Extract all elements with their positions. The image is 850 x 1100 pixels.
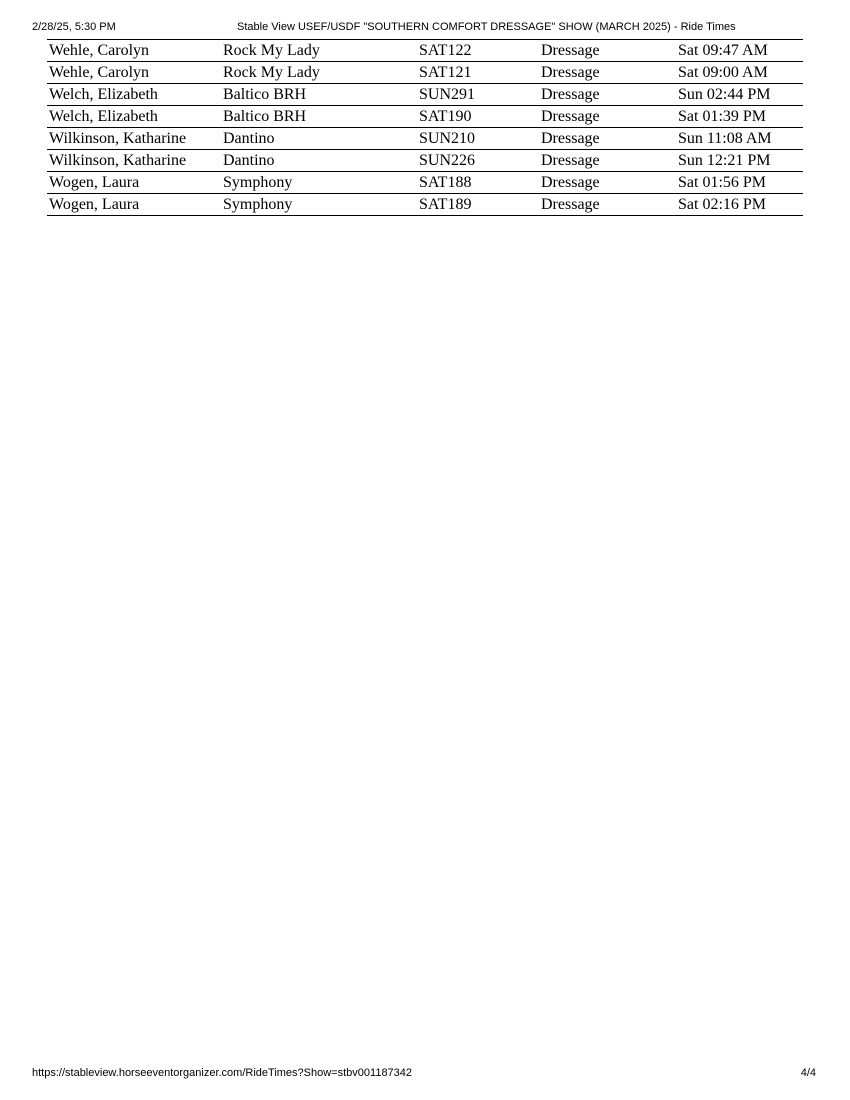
ride-time-cell: Sat 01:39 PM	[676, 106, 803, 128]
ride-id-cell: SAT188	[417, 172, 539, 194]
discipline-cell: Dressage	[539, 128, 676, 150]
rider-cell: Wehle, Carolyn	[47, 62, 221, 84]
ride-id-cell: SUN226	[417, 150, 539, 172]
print-date: 2/28/25, 5:30 PM	[32, 21, 116, 33]
horse-cell: Rock My Lady	[221, 62, 417, 84]
page-url: https://stableview.horseeventorganizer.com/RideTimes?Show=stbv001187342	[32, 1067, 413, 1079]
ride-times-table	[47, 39, 803, 216]
rider-cell: Wilkinson, Katharine	[47, 128, 221, 150]
table-row	[47, 62, 803, 84]
print-header	[0, 0, 850, 36]
ride-time-cell: Sat 01:56 PM	[676, 172, 803, 194]
rider-cell: Wogen, Laura	[47, 194, 221, 216]
discipline-cell: Dressage	[539, 106, 676, 128]
ride-time-cell: Sat 02:16 PM	[676, 194, 803, 216]
horse-cell: Dantino	[221, 128, 417, 150]
table-row	[47, 128, 803, 150]
ride-time-cell: Sun 11:08 AM	[676, 128, 803, 150]
discipline-cell: Dressage	[539, 172, 676, 194]
ride-id-cell: SAT122	[417, 40, 539, 62]
rider-cell: Wehle, Carolyn	[47, 40, 221, 62]
table-row	[47, 194, 803, 216]
page-number: 4/4	[800, 1067, 816, 1079]
ride-time-cell: Sun 02:44 PM	[676, 84, 803, 106]
discipline-cell: Dressage	[539, 84, 676, 106]
ride-id-cell: SUN291	[417, 84, 539, 106]
table-row	[47, 40, 803, 62]
ride-id-cell: SAT121	[417, 62, 539, 84]
discipline-cell: Dressage	[539, 194, 676, 216]
ride-time-cell: Sat 09:47 AM	[676, 40, 803, 62]
ride-time-cell: Sun 12:21 PM	[676, 150, 803, 172]
horse-cell: Rock My Lady	[221, 40, 417, 62]
discipline-cell: Dressage	[539, 150, 676, 172]
ride-id-cell: SUN210	[417, 128, 539, 150]
ride-time-cell: Sat 09:00 AM	[676, 62, 803, 84]
horse-cell: Symphony	[221, 194, 417, 216]
horse-cell: Symphony	[221, 172, 417, 194]
horse-cell: Baltico BRH	[221, 106, 417, 128]
page-title: Stable View USEF/USDF "SOUTHERN COMFORT DRESSAGE" SHOW (MARCH 2025) - Ride Times	[237, 21, 736, 33]
discipline-cell: Dressage	[539, 40, 676, 62]
horse-cell: Baltico BRH	[221, 84, 417, 106]
print-footer	[0, 1067, 850, 1083]
table-row	[47, 150, 803, 172]
table-row	[47, 106, 803, 128]
rider-cell: Wogen, Laura	[47, 172, 221, 194]
table-row	[47, 172, 803, 194]
rider-cell: Welch, Elizabeth	[47, 84, 221, 106]
horse-cell: Dantino	[221, 150, 417, 172]
ride-id-cell: SAT189	[417, 194, 539, 216]
rider-cell: Welch, Elizabeth	[47, 106, 221, 128]
ride-id-cell: SAT190	[417, 106, 539, 128]
table-row	[47, 84, 803, 106]
discipline-cell: Dressage	[539, 62, 676, 84]
rider-cell: Wilkinson, Katharine	[47, 150, 221, 172]
